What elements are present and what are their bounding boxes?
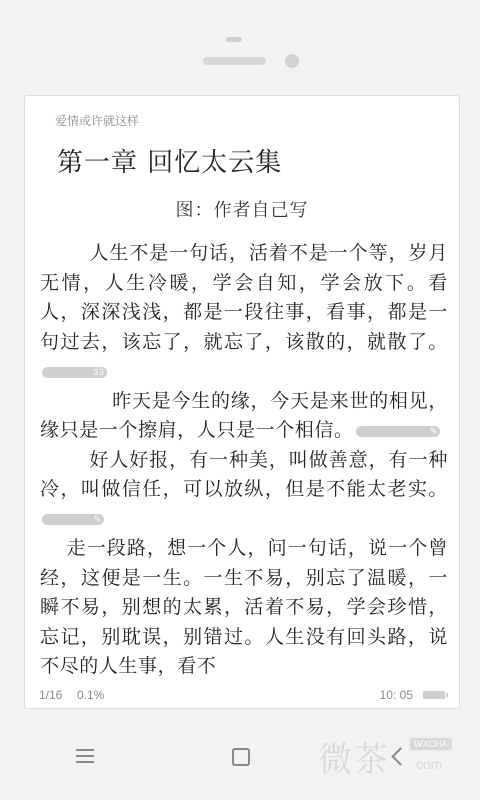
comment-count-badge[interactable]: 33 (42, 367, 107, 378)
comment-icon[interactable]: ✎ (356, 426, 440, 437)
paragraph-text: 走一段路，想一个人，问一句话，说一个曾经，这便是一生。一生不易，别忘了温暖，一瞬不易，别想的太累，活着不易，学会珍惜，忘记，别耽误，别错过。人生没有回头路，说不尽的人生事，看不 (40, 537, 448, 677)
paragraph-text: 好人好报，有一种美，叫做善意，有一种冷，叫做信任，可以放纵，但是不能太老实。 (40, 448, 448, 500)
comment-icon[interactable]: ✎ (42, 514, 104, 525)
watermark-domain: .com (412, 756, 443, 772)
paragraph (40, 387, 448, 446)
paragraph-text: 人生不是一句话，活着不是一个等，岁月无情，人生冷暖，学会自知，学会放下。看人，深深浅浅，都是一段往事，看事，都是一句过去，该忘了，就忘了，该散的，就散了。 (40, 242, 448, 353)
menu-icon[interactable] (76, 748, 96, 766)
chapter-subtitle: 图：作者自己写 (175, 200, 309, 221)
chapter-content[interactable] (40, 239, 448, 682)
home-icon[interactable] (232, 748, 250, 766)
paragraph-text: 昨天是今生的缘，今天是来世的相见，缘只是一个擦肩，人只是一个相信。 (40, 389, 448, 441)
watermark-text: 微茶 (318, 740, 390, 780)
page-indicator: 1/16 (39, 688, 63, 702)
watermark-tag: WXCHA (410, 738, 452, 750)
speaker-grille (203, 57, 266, 65)
earpiece (226, 37, 242, 42)
front-camera (285, 54, 299, 68)
chapter-title: 第一章 回忆太云集 (57, 148, 283, 178)
paragraph (40, 446, 448, 535)
status-bar (25, 682, 459, 708)
paragraph (40, 239, 448, 387)
reading-progress: 0.1% (77, 688, 105, 702)
watermark-logo (318, 730, 468, 780)
paragraph (40, 534, 448, 682)
battery-icon (423, 691, 445, 699)
clock: 10: 05 (379, 688, 413, 702)
book-title: 爱情或许就这样 (55, 114, 140, 128)
reader-screen[interactable] (24, 95, 460, 709)
